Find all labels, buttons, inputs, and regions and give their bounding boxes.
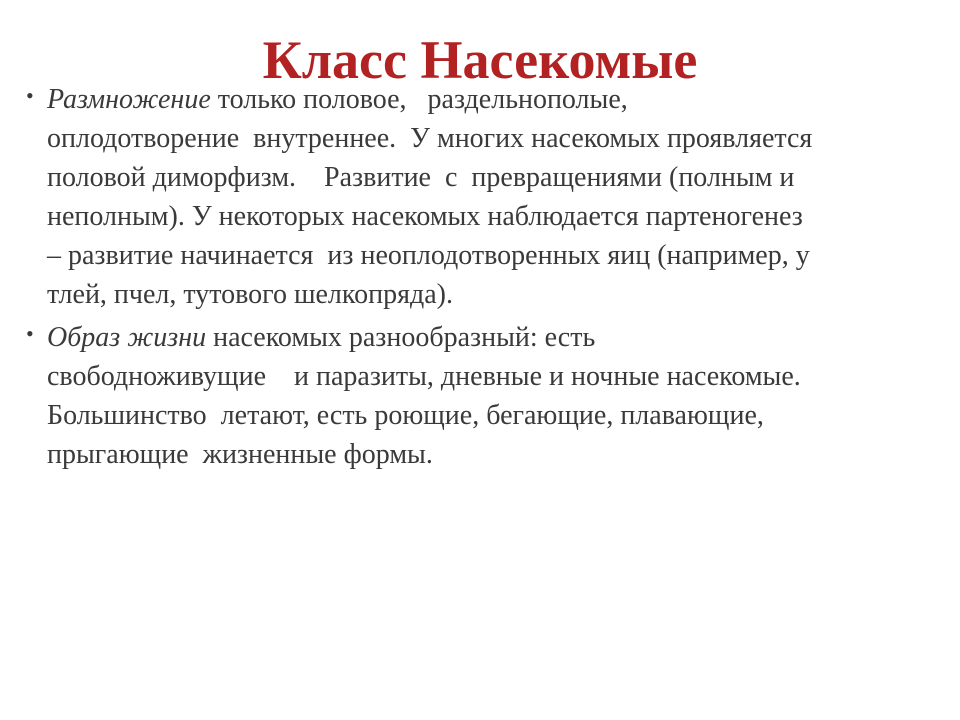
bullet-reproduction [26,80,934,314]
bullet-line: – развитие начинается из неоплодотворенных яиц (например, у [47,240,810,271]
bullet-icon: • [26,321,34,346]
bullet-lifestyle [26,318,934,474]
slide-content [26,80,934,478]
bullet-line: прыгающие жизненные формы. [47,439,433,470]
bullet-icon: • [26,83,34,108]
slide-title: Класс Насекомые [262,30,698,90]
bullet-line [47,80,934,119]
bullet-emphasis: Образ жизни [47,322,207,353]
bullet-line: свободноживущие и паразиты, дневные и ночные насекомые. [47,361,801,392]
bullet-line: оплодотворение внутреннее. У многих насекомых проявляется [47,123,813,154]
bullet-line [47,318,934,357]
bullet-line: Большинство летают, есть роющие, бегающие, плавающие, [47,400,764,431]
bullet-line: половой диморфизм. Развитие с превращениями (полным и [47,162,795,193]
bullet-line: неполным). У некоторых насекомых наблюдается партеногенез [47,201,803,232]
bullet-emphasis: Размножение [47,84,211,115]
bullet-line: тлей, пчел, тутового шелкопряда). [47,279,453,310]
bullet-text: только половое, раздельнополые, [210,84,628,115]
bullet-text: насекомых разнообразный: есть [206,322,596,353]
